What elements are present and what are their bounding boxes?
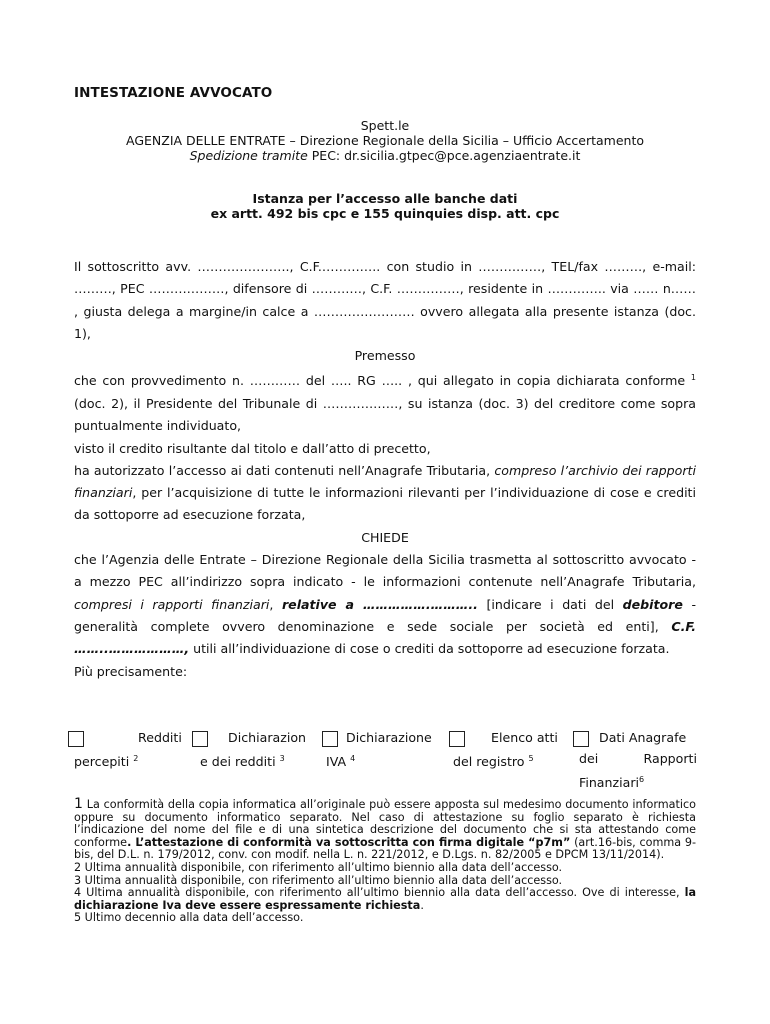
footnote-ref-1: 1 xyxy=(690,373,696,383)
option-dichiarazione-iva: Dichiarazione IVA $^4$ xyxy=(322,727,432,772)
subject-line-2: ex artt. 492 bis cpc e 155 quinquies disp. att. cpc xyxy=(210,206,560,221)
option-dati-anagrafe: Dati Anagrafe dei Rapporti Finanziari$^6$ xyxy=(573,727,697,793)
recipient-pec xyxy=(0,148,770,163)
checkbox-elenco-atti[interactable] xyxy=(449,731,465,747)
checkbox-dichiarazione-iva[interactable] xyxy=(322,731,338,747)
pec-address: PEC: dr.sicilia.gtpec@pce.agenziaentrate.it xyxy=(311,148,581,163)
document-heading: INTESTAZIONE AVVOCATO xyxy=(74,85,273,101)
chiede-heading: CHIEDE xyxy=(361,529,409,545)
precisamente-line: Più precisamente: xyxy=(74,663,188,679)
footnote-3: 3 Ultima annualità disponibile, con riferimento all’ultimo biennio alla data dell’accesso. xyxy=(74,873,563,887)
footnote-1: 1 La conformità della copia informatica all’originale può essere apposta sul medesimo documento informatico oppure su documento informatico separato. Nel caso di attestazione su foglio separato è richiesta l’indicazione del nome del file e di una sintetica descrizione del documento che si sta attestando come conforme. L’attestazione di conformità va sottoscritta con firma digitale “p7m” (art.16-bis, comma 9-bis, del D.L. n. 179/2012, conv. con modif. nella L. n. 221/2012, e D.Lgs. n. 82/2005 e DPCM 13/11/2014). xyxy=(74,796,696,862)
option-redditi: Redditi percepiti $^2$ xyxy=(68,727,182,772)
recipient-salutation: Spett.le xyxy=(360,118,410,133)
footnotes xyxy=(74,798,696,925)
body-text xyxy=(74,256,696,683)
checkbox-dichiarazione-redditi[interactable] xyxy=(192,731,208,747)
footnote-4: 4 Ultima annualità disponibile, con riferimento all’ultimo biennio alla data dell’accesso. Ove di interesse, la dichiarazione Iva deve essere espressamente richiesta. xyxy=(74,886,696,912)
chiede-paragraph: che l’Agenzia delle Entrate – Direzione Regionale della Sicilia trasmetta al sottoscritto avvocato - a mezzo PEC all’indirizzo sopra indicato - le informazioni contenute nell’Anagrafe Tributaria, compresi i rapporti finanziari, relative a …………….……….. [indicare i dati del debitore - generalità complete ovvero denominazione e sede sociale per società ed enti], C.F. ……..………………, utili all’individuazione di cose o crediti da sottoporre ad esecuzione forzata. xyxy=(74,552,696,657)
footnote-5: 5 Ultimo decennio alla data dell’accesso. xyxy=(74,911,304,925)
option-dichiarazione-redditi: Dichiarazion e dei redditi $^3$ xyxy=(192,727,306,772)
option-elenco-atti: Elenco atti del registro $^5$ xyxy=(449,727,558,772)
footnote-2: 2 Ultima annualità disponibile, con riferimento all’ultimo biennio alla data dell’accesso. xyxy=(74,860,563,874)
checkbox-dati-anagrafe[interactable] xyxy=(573,731,589,747)
premesso-heading: Premesso xyxy=(354,348,416,364)
recipient-agency: AGENZIA DELLE ENTRATE – Direzione Regionale della Sicilia – Ufficio Accertamento xyxy=(125,133,644,148)
subject-line-1: Istanza per l’accesso alle banche dati xyxy=(252,191,518,206)
checkbox-redditi[interactable] xyxy=(68,731,84,747)
intro-paragraph: Il sottoscritto avv. …………………., C.F.………….. con studio in ……………, TEL/fax ………, e-mail: ………, PEC ………………, difensore di …………, C.F. ……………, residente in ………….. via …… n…… , giusta delega a margine/in calce a …………………… ovvero allegata alla presente istanza (doc. 1), xyxy=(74,259,696,341)
premesso-paragraph-3: ha autorizzato l’accesso ai dati contenuti nell’Anagrafe Tributaria, compreso l’archivio dei rapporti finanziari, per l’acquisizione di tutte le informazioni rilevanti per l’individuazione di cose e crediti da sottoporre ad esecuzione forzata, xyxy=(74,462,696,523)
premesso-paragraph-1: che con provvedimento n. ………… del ….. RG ….. , qui allegato in copia dichiarata conforme $^1$ (doc. 2), il Presidente del Tribunale di ………………, su istanza (doc. 3) del creditore come sopra puntualmente individuato, xyxy=(74,373,696,434)
shipping-label: Spedizione tramite xyxy=(189,148,308,163)
premesso-paragraph-2: visto il credito risultante dal titolo e dall’atto di precetto, xyxy=(74,440,431,456)
